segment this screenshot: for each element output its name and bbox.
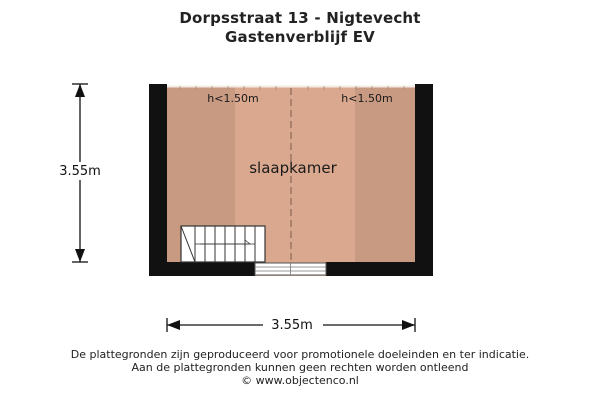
wall-bottom-right <box>326 262 433 276</box>
floor-low-right <box>355 86 415 276</box>
low-height-label-left: h<1.50m <box>207 92 259 105</box>
dimension-height-label: 3.55m <box>59 164 101 179</box>
dimension-width-label: 3.55m <box>271 318 313 333</box>
wall-bottom-left <box>149 262 255 276</box>
copyright-line: © www.objectenco.nl <box>241 374 359 387</box>
window <box>255 263 326 275</box>
disclaimer-line-2: Aan de plattegronden kunnen geen rechten worden ontleend <box>131 361 469 374</box>
wall-right <box>415 84 433 276</box>
disclaimer-line-1: De plattegronden zijn geproduceerd voor promotionele doeleinden en ter indicatie. <box>70 348 530 361</box>
page-title: Dorpsstraat 13 - Nigtevecht <box>179 9 421 27</box>
room-label-slaapkamer: slaapkamer <box>249 159 337 177</box>
wall-left <box>149 84 167 276</box>
low-height-label-right: h<1.50m <box>341 92 393 105</box>
staircase <box>181 226 265 262</box>
page-subtitle: Gastenverblijf EV <box>225 28 375 46</box>
